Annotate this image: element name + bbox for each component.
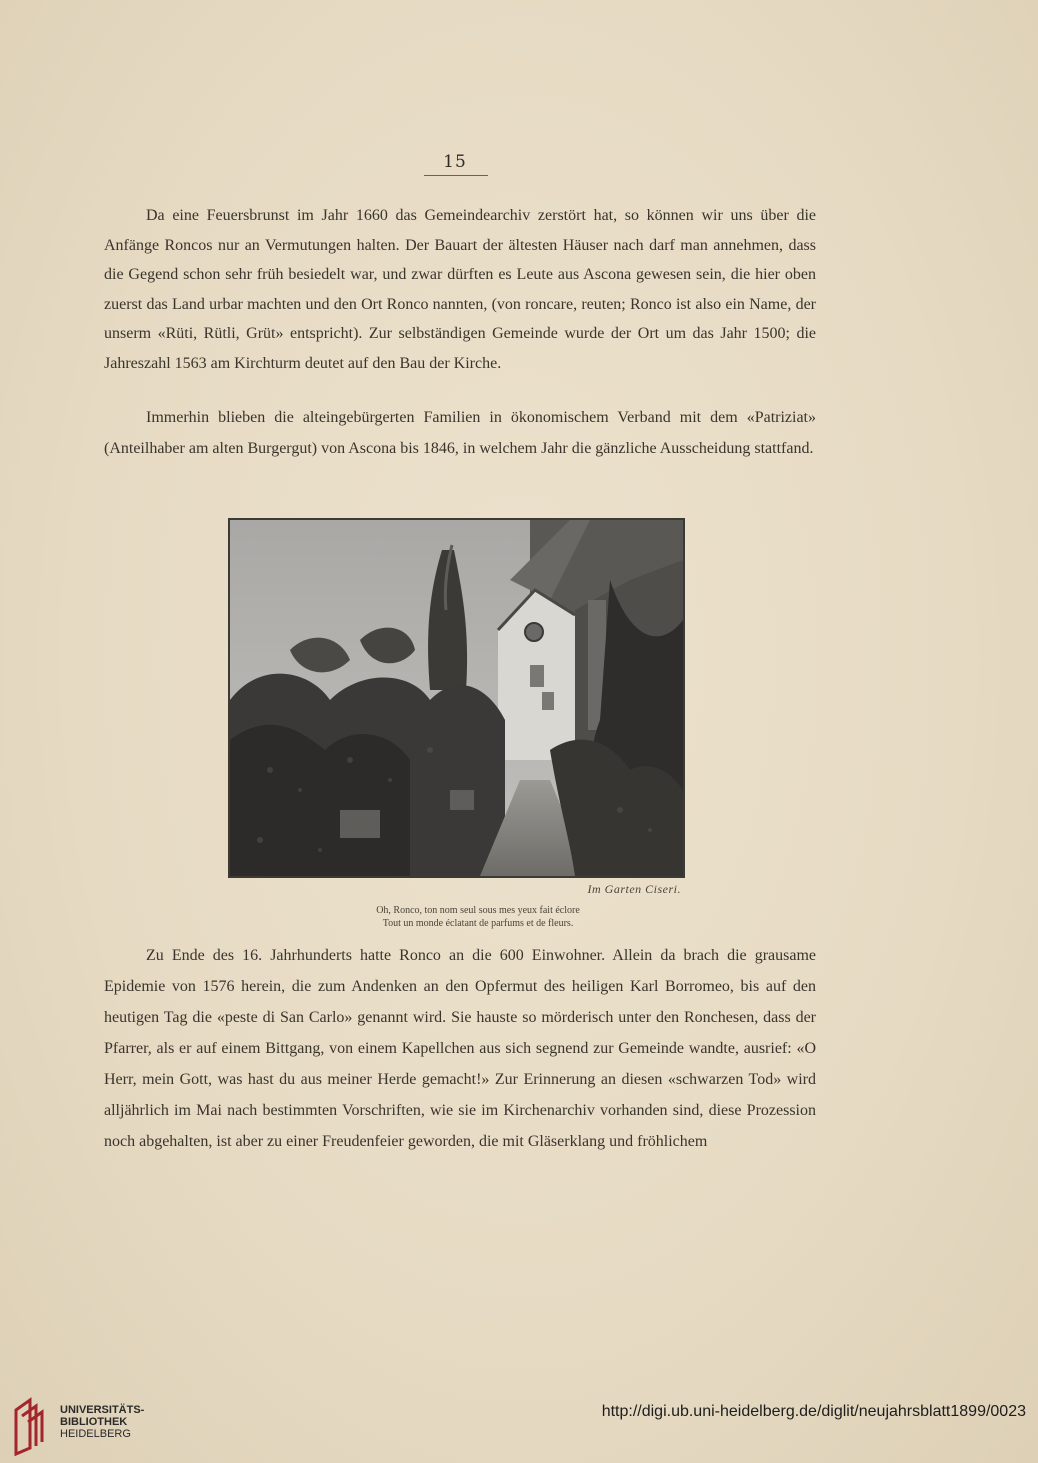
paragraph-2 xyxy=(104,402,816,464)
library-name-line-1: UNIVERSITÄTS- xyxy=(60,1404,145,1416)
library-name-line-3: HEIDELBERG xyxy=(60,1428,131,1440)
figure-caption: Im Garten Ciseri. xyxy=(587,882,681,896)
page-number: 15 xyxy=(443,152,467,172)
source-url-link[interactable]: http://digi.ub.uni-heidelberg.de/diglit/neujahrsblatt1899/0023 xyxy=(601,1403,1026,1420)
paragraph-1-text: Da eine Feuersbrunst im Jahr 1660 das Gemeindearchiv zerstört hat, so können wir uns über die Anfänge Roncos nur an Vermutungen halten. Der Bauart der ältesten Häuser nach darf man annehmen, dass die Gegend schon sehr früh besiedelt war, und zwar dürften es Leute aus Ascona gewesen sein, die hier oben zuerst das Land urbar machten und den Ort Ronco nannten, (von roncare, reuten; Ronco ist also ein Name, der unserm «Rüti, Rütli, Grüt» entspricht). Zur selbständigen Gemeinde wurde der Ort um das Jahr 1500; die Jahreszahl 1563 am Kirchturm deutet auf den Bau der Kirche. xyxy=(104,207,816,372)
paragraph-3-text: Zu Ende des 16. Jahrhunderts hatte Ronco an die 600 Einwohner. Allein da brach die grausame Epidemie von 1576 herein, die zum Andenken an den Opfermut des heiligen Karl Borromeo, bis auf den heutigen Tag die «peste di San Carlo» genannt wird. Sie hauste so mörderisch unter den Ronchesen, dass der Pfarrer, als er auf einem Bittgang, von einem Kapellchen aus sich segnend zur Gemeinde wandte, ausrief: «O Herr, mein Gott, was hast du aus meiner Herde gemacht!» Zur Erinnerung an diesen «schwarzen Tod» wird alljährlich im Mai nach bestimmten Vorschriften, wie sie im Kirchenarchiv vorhanden sind, diese Prozession noch abgehalten, ist aber zu einer Freudenfeier geworden, die mit Gläserklang und fröhlichem xyxy=(104,947,816,1150)
figure-verse-line-2: Tout un monde éclatant de parfums et de fleurs. xyxy=(382,918,574,929)
library-name-line-2: BIBLIOTHEK xyxy=(60,1416,128,1428)
library-logo-icon xyxy=(12,1396,52,1456)
paragraph-2-text: Immerhin blieben die alteingebürgerten Familien in ökonomischem Verband mit dem «Patriziat» (Anteilhaber am alten Burgergut) von Ascona bis 1846, in welchem Jahr die gänzliche Ausscheidung stattfand. xyxy=(104,409,816,457)
page-number-rule xyxy=(424,175,488,176)
paragraph-1 xyxy=(104,201,816,378)
paragraph-3 xyxy=(104,940,816,1157)
garden-photograph xyxy=(228,518,685,878)
figure-verse-line-1: Oh, Ronco, ton nom seul sous mes yeux fait éclore xyxy=(376,905,580,916)
library-name xyxy=(60,1404,144,1440)
